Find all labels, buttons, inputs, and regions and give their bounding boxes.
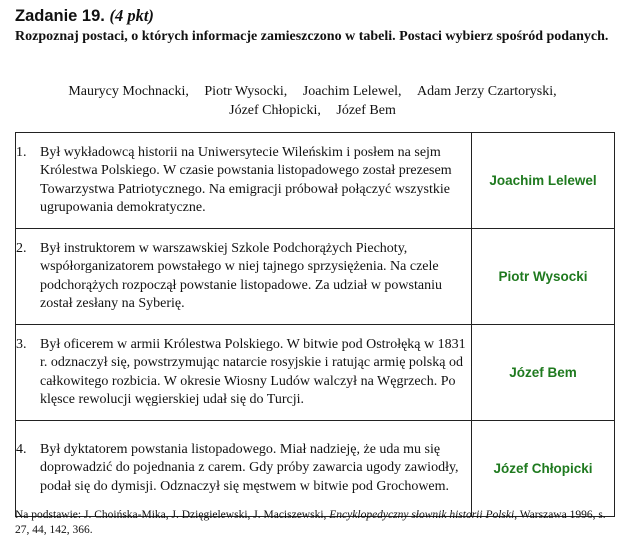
- name-option: Joachim Lelewel,: [302, 84, 402, 99]
- table-row: [16, 229, 615, 325]
- task-instruction: Rozpoznaj postaci, o których informacje zamieszczono w tabeli. Postaci wybierz spośród podanych.: [15, 29, 609, 44]
- characters-table: [15, 132, 615, 517]
- table-row: [16, 133, 615, 229]
- names-list-row-1: [0, 82, 625, 102]
- description-cell: [16, 229, 472, 325]
- answer-cell: Józef Chłopicki: [472, 421, 615, 517]
- task-number: Zadanie 19.: [15, 7, 105, 25]
- source-suffix: , Warszawa 1996, s. 27, 44, 142, 366.: [15, 509, 606, 536]
- row-number: 3.: [16, 336, 27, 352]
- name-option: Józef Chłopicki,: [229, 103, 321, 118]
- row-description: Był instruktorem w warszawskiej Szkole Podchorążych Piechoty, współorganizatorem powstałego w niej tajnego sprzysiężenia. Na czele podchorążych rozpoczął powstanie listopadowe. Za udział w powstaniu został zesłany na Syberię.: [40, 240, 442, 311]
- row-number: 2.: [16, 240, 27, 256]
- description-cell: [16, 325, 472, 421]
- row-number: 4.: [16, 441, 27, 457]
- row-number: 1.: [16, 144, 27, 160]
- names-list-row-2: [0, 101, 625, 121]
- source-citation: [15, 508, 615, 538]
- name-option: Piotr Wysocki,: [204, 84, 288, 99]
- row-description: Był oficerem w armii Królestwa Polskiego. W bitwie pod Ostrołęką w 1831 r. odznaczył się, powstrzymując natarcie rosyjskie i ratując armię polską od całkowitego rozbicia. W okresie Wiosny Ludów walczył na Węgrzech. Po klęsce rewolucji węgierskiej udał się do Turcji.: [40, 336, 466, 407]
- answer-cell: Józef Bem: [472, 325, 615, 421]
- description-cell: [16, 133, 472, 229]
- description-cell: [16, 421, 472, 517]
- name-option: Adam Jerzy Czartoryski,: [417, 84, 557, 99]
- answer-cell: Piotr Wysocki: [472, 229, 615, 325]
- task-title: [15, 6, 154, 26]
- name-option: Józef Bem: [336, 103, 396, 118]
- name-option: Maurycy Mochnacki,: [68, 84, 189, 99]
- table-row: [16, 325, 615, 421]
- source-book-title: Encyklopedyczny słownik historii Polski: [329, 509, 515, 521]
- row-description: Był dyktatorem powstania listopadowego. Miał nadzieję, że uda mu się doprowadzić do pojednania z carem. Gdy próby zawarcia ugody zawiodły, podał się do dymisji. Odznaczył się męstwem w bitwie pod Grochowem.: [40, 441, 459, 494]
- source-prefix: Na podstawie: J. Choińska-Mika, J. Dzięgielewski, J. Maciszewski,: [15, 509, 330, 521]
- row-description: Był wykładowcą historii na Uniwersytecie Wileńskim i posłem na sejm Królestwa Polskiego. W czasie powstania listopadowego został prezesem Towarzystwa Patriotycznego. Na emigracji próbował połączyć wszystkie ugrupowania demokratyczne.: [40, 144, 452, 215]
- table-row: [16, 421, 615, 517]
- answer-cell: Joachim Lelewel: [472, 133, 615, 229]
- task-points: (4 pkt): [109, 6, 154, 25]
